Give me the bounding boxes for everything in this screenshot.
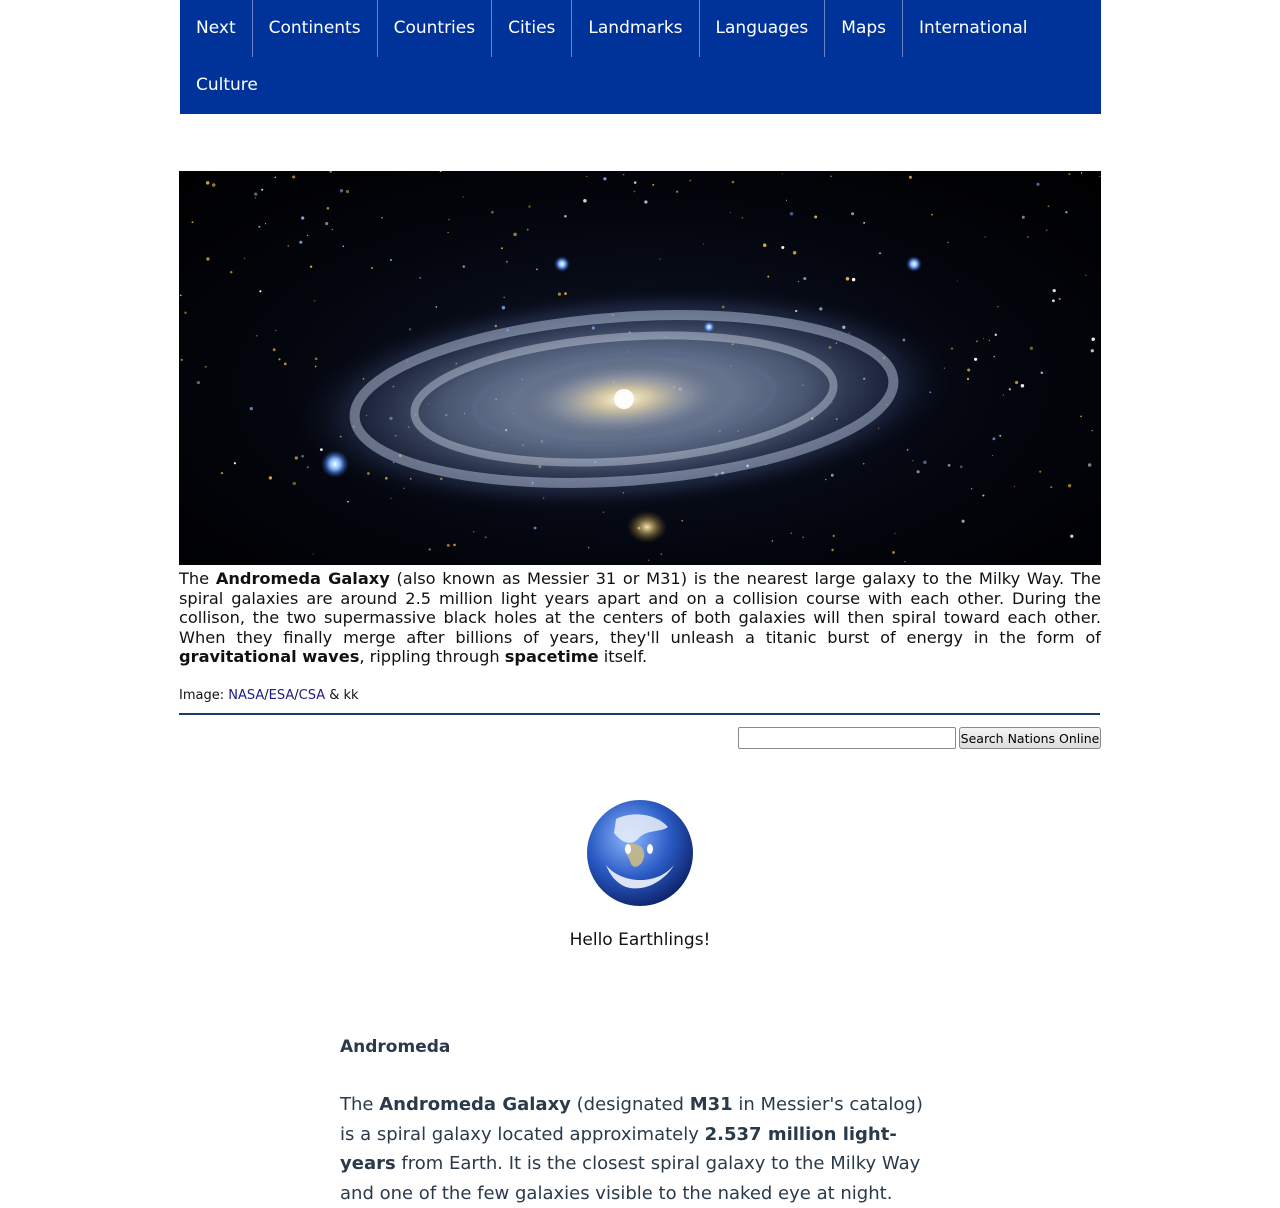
caption-text-1: The	[179, 569, 216, 588]
star-dot	[342, 245, 344, 247]
search-nations-online-button[interactable]: Search Nations Online	[959, 727, 1101, 749]
star-dot	[180, 294, 182, 296]
star-dot	[1088, 463, 1091, 466]
star-dot	[197, 381, 200, 384]
star-dot	[803, 277, 806, 280]
article-bold-andromeda-galaxy: Andromeda Galaxy	[379, 1094, 571, 1115]
star-dot	[463, 265, 465, 267]
star-dot	[485, 536, 487, 538]
star-dot	[261, 189, 263, 191]
star-dot	[307, 235, 308, 236]
nav-item-cities[interactable]: Cities	[492, 0, 572, 57]
credit-separator-2: /	[294, 688, 299, 703]
star-dot	[648, 560, 649, 561]
star-dot	[681, 520, 683, 522]
star-dot	[299, 241, 302, 244]
caption-text-3: , rippling through	[359, 647, 505, 666]
star-dot	[644, 200, 647, 203]
andromeda-galaxy-image	[179, 171, 1101, 565]
star-dot	[301, 216, 304, 219]
star-dot	[1027, 236, 1028, 237]
star-dot	[503, 297, 504, 298]
top-navigation	[180, 0, 1101, 114]
star-dot	[791, 532, 792, 533]
caption-text-2: (also known as Messier 31 or M31) is the nearest large galaxy to the Milky Way. The spiral galaxies are around 2.5 million light years apart and on a collision course with each other. During the collison, the two supermassive black holes at the centers of both galaxies will then spiral toward each other. When they finally merge after billions of years, they'll unleash a titanic burst of energy in the form of	[179, 569, 1101, 647]
star-dot	[192, 221, 194, 223]
star-dot	[1003, 394, 1004, 395]
credit-link-csa[interactable]: CSA	[298, 688, 326, 703]
star-dot	[1014, 486, 1015, 487]
star-dot	[917, 470, 920, 473]
search-input[interactable]	[738, 727, 956, 749]
article-bold-m31: M31	[689, 1094, 733, 1115]
star-dot	[314, 300, 315, 301]
star-dot	[741, 217, 743, 219]
star-dot	[447, 232, 448, 233]
star-dot	[340, 189, 343, 192]
star-dot	[863, 222, 865, 224]
star-dot	[659, 258, 660, 259]
star-dot	[825, 479, 827, 481]
star-dot	[1068, 173, 1070, 175]
article-paragraph	[340, 1090, 930, 1208]
star-dot	[782, 173, 783, 174]
star-dot	[971, 488, 972, 489]
star-dot	[652, 184, 654, 186]
star-dot	[967, 368, 970, 371]
star-dot	[491, 211, 494, 214]
star-dot	[999, 435, 1001, 437]
star-dot	[1065, 211, 1067, 213]
star-dot	[448, 219, 449, 220]
star-dot	[292, 175, 295, 178]
star-dot	[371, 267, 373, 269]
star-dot	[831, 474, 834, 477]
star-dot	[793, 251, 797, 255]
star-dot	[347, 501, 349, 503]
star-dot	[997, 306, 999, 308]
star-dot	[732, 181, 735, 184]
star-dot	[346, 190, 349, 193]
star-dot	[1048, 205, 1050, 207]
star-dot	[278, 358, 280, 360]
star-dot	[440, 171, 442, 172]
star-dot	[993, 356, 995, 358]
star-dot	[295, 456, 298, 459]
star-dot	[329, 171, 332, 173]
star-dot	[564, 215, 567, 218]
star-dot	[879, 252, 881, 254]
star-dot	[287, 245, 289, 247]
star-dot	[212, 183, 216, 187]
star-dot	[1092, 430, 1093, 431]
star-dot	[982, 495, 984, 497]
star-dot	[258, 226, 260, 228]
star-dot	[983, 338, 984, 339]
star-dot	[429, 548, 431, 550]
credit-prefix: Image:	[179, 688, 229, 703]
star-dot	[181, 359, 183, 361]
star-dot	[221, 472, 223, 474]
star-dot	[992, 455, 993, 456]
nav-row-2	[180, 57, 1101, 114]
caption-bold-spacetime: spacetime	[504, 647, 599, 666]
earth-globe-graphic	[586, 799, 694, 907]
star-dot	[230, 271, 232, 273]
star-dot	[992, 437, 995, 440]
star-dot	[273, 348, 276, 351]
caption-bold-gravitational-waves: gravitational waves	[179, 647, 360, 666]
article-text-3: in Messier's catalog) is a spiral galaxy located approximately	[340, 1094, 923, 1145]
star-dot	[436, 306, 438, 308]
credit-link-esa[interactable]: ESA	[268, 688, 295, 703]
credit-link-nasa[interactable]: NASA	[228, 688, 265, 703]
nav-item-international[interactable]: International	[919, 18, 1028, 38]
star-dot	[909, 176, 912, 179]
star-dot	[473, 531, 475, 533]
star-dot	[259, 290, 261, 292]
star-dot	[275, 330, 277, 332]
star-dot	[1099, 176, 1100, 177]
star-dot	[781, 246, 784, 249]
star-dot	[660, 553, 662, 555]
star-dot	[912, 460, 913, 461]
star-dot	[623, 174, 624, 175]
star-dot	[1041, 371, 1044, 374]
nav-item-languages[interactable]: Languages	[700, 0, 826, 57]
star-dot	[1039, 471, 1041, 473]
star-dot	[634, 191, 636, 193]
star-dot	[453, 544, 456, 547]
star-dot	[184, 312, 187, 315]
star-dot	[772, 540, 773, 541]
star-dot	[1030, 347, 1033, 350]
star-dot	[907, 449, 909, 451]
star-dot	[634, 181, 636, 183]
star-dot	[315, 366, 317, 368]
star-dot	[1052, 299, 1055, 302]
star-dot	[863, 463, 865, 465]
star-dot	[962, 520, 965, 523]
star-dot	[814, 215, 817, 218]
star-dot	[894, 533, 895, 534]
star-dot	[332, 229, 333, 230]
star-dot	[603, 511, 604, 512]
star-dot	[802, 536, 803, 537]
star-dot	[967, 378, 969, 380]
star-dot	[527, 229, 529, 231]
star-dot	[798, 281, 799, 282]
star-dot	[603, 177, 606, 180]
star-dot	[689, 180, 691, 182]
star-dot	[1091, 349, 1094, 352]
hello-earthlings-text: Hello Earthlings!	[569, 930, 711, 950]
star-dot	[390, 497, 391, 498]
star-dot	[846, 277, 850, 281]
star-dot	[1070, 535, 1073, 538]
star-dot	[310, 266, 312, 268]
star-dot	[301, 455, 304, 458]
smiling-earth-icon	[586, 799, 694, 907]
credit-separator-1: /	[264, 688, 269, 703]
article-text-4: from Earth. It is the closest spiral galaxy to the Milky Way and one of the few galaxies visible to the naked eye at night.	[340, 1153, 921, 1204]
star-dot	[327, 207, 330, 210]
galaxy-illustration	[179, 171, 1101, 565]
star-dot	[534, 527, 537, 530]
star-dot	[989, 340, 990, 341]
star-dot	[307, 466, 309, 468]
star-dot	[250, 407, 253, 410]
star-dot	[1050, 486, 1052, 488]
star-dot	[703, 243, 704, 244]
star-dot	[506, 261, 508, 263]
star-dot	[1091, 338, 1094, 341]
star-dot	[528, 205, 530, 207]
star-dot	[892, 551, 895, 554]
star-dot	[833, 535, 835, 537]
star-dot	[730, 212, 731, 213]
star-dot	[957, 280, 958, 281]
star-dot	[255, 197, 256, 198]
nav-row-1	[180, 0, 1101, 57]
star-dot	[254, 192, 257, 195]
star-dot	[931, 214, 933, 216]
star-dot	[583, 199, 587, 203]
star-dot	[206, 257, 209, 260]
star-dot	[1053, 289, 1056, 292]
star-dot	[315, 357, 318, 360]
star-dot	[1036, 183, 1039, 186]
star-dot	[1021, 384, 1025, 388]
star-dot	[1015, 381, 1018, 384]
star-dot	[1080, 415, 1082, 417]
star-dot	[1046, 230, 1048, 232]
caption-text-4: itself.	[598, 647, 648, 666]
star-dot	[831, 549, 834, 552]
star-dot	[1081, 172, 1082, 173]
nav-item-culture[interactable]: Culture	[196, 75, 258, 95]
star-dot	[985, 236, 986, 237]
star-dot	[923, 461, 926, 464]
star-dot	[976, 340, 978, 342]
star-dot	[1085, 275, 1086, 276]
star-dot	[763, 243, 767, 247]
star-dot	[586, 176, 587, 177]
star-dot	[951, 348, 953, 350]
star-dot	[767, 276, 769, 278]
nav-item-next[interactable]: Next	[180, 0, 253, 57]
star-dot	[501, 247, 503, 249]
nav-item-continents[interactable]: Continents	[253, 0, 378, 57]
star-dot	[1068, 484, 1071, 487]
star-dot	[588, 547, 590, 549]
image-caption	[179, 569, 1101, 667]
star-dot	[1009, 388, 1011, 390]
star-dot	[960, 466, 962, 468]
credit-suffix: & kk	[325, 688, 359, 703]
star-dot	[463, 196, 464, 197]
star-dot	[851, 212, 854, 215]
star-dot	[995, 334, 997, 336]
article-title: Andromeda	[340, 1037, 451, 1057]
star-dot	[381, 217, 383, 219]
star-dot	[948, 464, 951, 467]
star-dot	[206, 181, 209, 184]
star-dot	[974, 358, 977, 361]
nav-item-maps[interactable]: Maps	[825, 0, 903, 57]
star-dot	[325, 222, 328, 225]
star-dot	[947, 242, 948, 243]
star-dot	[284, 363, 287, 366]
article-text-2: (designated	[570, 1094, 690, 1115]
star-dot	[205, 366, 207, 368]
image-credit	[179, 688, 359, 703]
star-dot	[419, 277, 421, 279]
star-dot	[830, 175, 832, 177]
star-dot	[786, 200, 787, 201]
star-dot	[676, 191, 678, 193]
star-dot	[390, 259, 392, 261]
star-dot	[852, 278, 855, 281]
star-dot	[256, 335, 257, 336]
star-dot	[313, 554, 314, 555]
star-dot	[244, 258, 245, 259]
nav-item-countries[interactable]: Countries	[378, 0, 493, 57]
star-dot	[1059, 298, 1061, 300]
star-dot	[904, 561, 905, 562]
star-dot	[234, 462, 236, 464]
star-dot	[1022, 216, 1025, 219]
star-dot	[293, 482, 296, 485]
star-dot	[513, 233, 517, 237]
star-dot	[536, 268, 538, 270]
nav-item-landmarks[interactable]: Landmarks	[572, 0, 699, 57]
caption-bold-andromeda: Andromeda Galaxy	[215, 569, 390, 588]
star-dot	[265, 223, 266, 224]
star-dot	[447, 544, 450, 547]
star-dot	[275, 177, 276, 178]
article-bold-distance: 2.537 million light-years	[340, 1123, 897, 1174]
star-dot	[790, 212, 794, 216]
star-dot	[269, 476, 272, 479]
section-divider	[179, 713, 1100, 715]
article-text-1: The	[340, 1094, 380, 1115]
